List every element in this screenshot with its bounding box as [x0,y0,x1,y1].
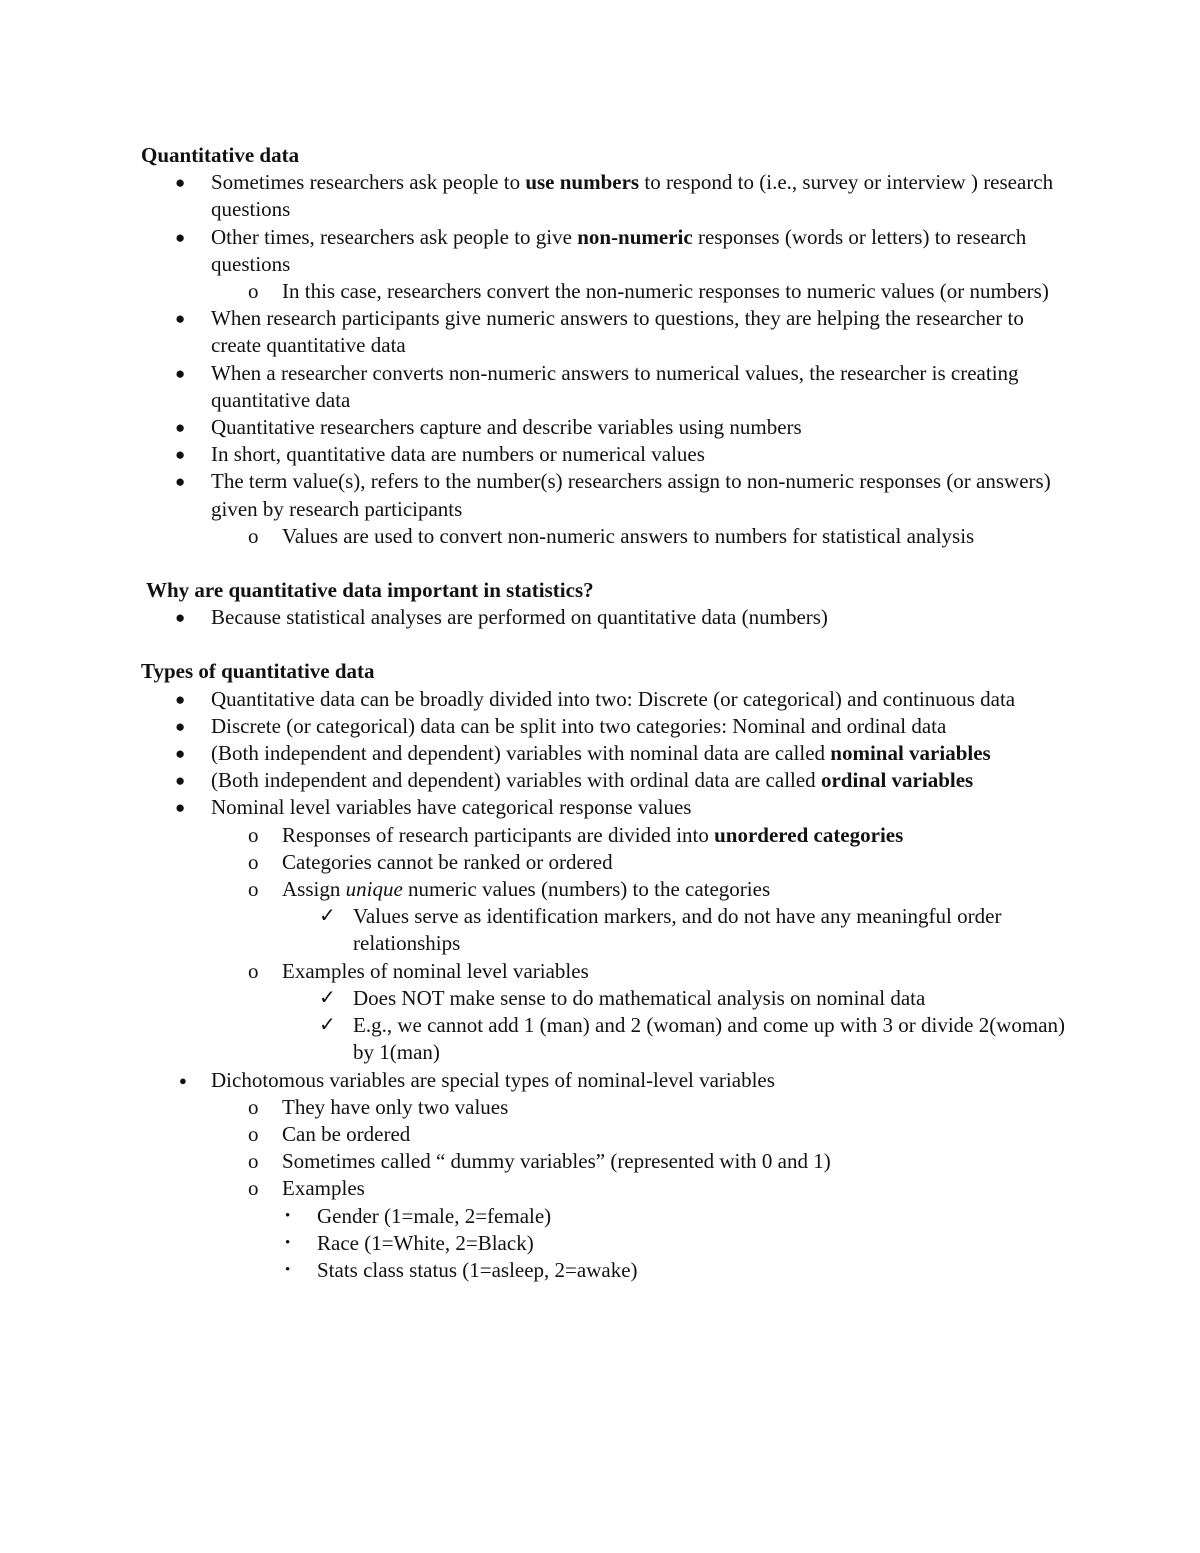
bold-text: unordered categories [714,822,904,847]
bullet-icon: ● [175,173,186,193]
bold-text: ordinal variables [820,768,974,793]
list-item [141,1257,1071,1284]
text: When a researcher converts non-numeric answers to numerical values, the researcher is creating quantitative data [211,360,1019,412]
list-item [141,224,1071,278]
list-item [141,767,1071,794]
text: numeric values (numbers) to the categories [402,877,771,902]
bullet-icon: ● [175,771,186,791]
list-item [141,169,1071,223]
bullet-icon: ● [175,744,186,764]
list-item [141,713,1071,740]
document-page [141,142,1071,1284]
list-item [141,604,1071,631]
text: In short, quantitative data are numbers or numerical values [211,442,705,467]
list-item [141,794,1071,821]
circle-bullet-icon: o [248,1094,259,1119]
text: They have only two values [282,1094,509,1119]
list-item [141,441,1071,468]
text: Nominal level variables have categorical response values [211,795,692,820]
checkmark-icon: ✓ [319,1014,336,1037]
bullet-icon: ● [175,716,186,736]
circle-bullet-icon: o [248,877,259,902]
circle-bullet-icon: o [248,279,259,304]
circle-bullet-icon: o [248,1149,259,1174]
bullet-icon: ● [175,798,186,818]
bold-text: nominal variables [830,741,991,766]
bold-text: non-numeric [577,224,693,249]
list-item [141,822,1071,849]
text: Sometimes called “ dummy variables” (represented with 0 and 1) [282,1149,831,1174]
list-item [141,1094,1071,1121]
text: Values are used to convert non-numeric answers to numbers for statistical analysis [282,523,975,548]
list-item [141,849,1071,876]
section-1-list [141,169,1071,550]
small-bullet-icon: • [285,1261,291,1278]
section-2-list [141,604,1071,631]
circle-bullet-icon: o [248,1176,259,1201]
italic-text: unique [345,877,403,902]
list-item [141,414,1071,441]
list-item [141,360,1071,414]
list-item [141,1012,1071,1066]
text: The term value(s), refers to the number(s) researchers assign to non-numeric responses (or answers) given by research participants [211,469,1051,521]
text: (Both independent and dependent) variables with ordinal data are called [211,768,821,793]
text: Examples [282,1176,365,1201]
small-bullet-icon: • [285,1207,291,1224]
circle-bullet-icon: o [248,523,259,548]
text: Other times, researchers ask people to give [211,224,578,249]
text: responses (words or letters) to research questions [211,224,1027,276]
text: When research participants give numeric answers to questions, they are helping the researcher to create quantitative data [211,306,1024,358]
text: In this case, researchers convert the non-numeric responses to numeric values (or numbers) [282,279,1049,304]
bold-text: use numbers [525,170,640,195]
bullet-icon: ● [175,689,186,709]
text: Can be ordered [282,1121,411,1146]
circle-bullet-icon: o [248,822,259,847]
circle-bullet-icon: o [248,849,259,874]
text: to respond to (i.e., survey or interview ) research questions [211,170,1054,222]
text: Stats class status (1=asleep, 2=awake) [317,1257,638,1282]
text: Examples of nominal level variables [282,958,589,983]
list-item [141,985,1071,1012]
list-item [141,1121,1071,1148]
text: Race (1=White, 2=Black) [317,1230,534,1255]
list-item [141,958,1071,985]
small-bullet-icon: • [285,1234,291,1251]
text: Assign [282,877,346,902]
list-item [141,523,1071,550]
list-item [141,278,1071,305]
bullet-icon: ● [175,608,186,628]
text: Does NOT make sense to do mathematical analysis on nominal data [353,985,926,1010]
text: Discrete (or categorical) data can be split into two categories: Nominal and ordinal data [211,713,947,738]
bullet-icon: ● [179,1072,187,1088]
bullet-icon: ● [175,445,186,465]
text: Quantitative data can be broadly divided into two: Discrete (or categorical) and continuous data [211,686,1016,711]
text: Categories cannot be ranked or ordered [282,849,613,874]
bullet-icon: ● [175,227,186,247]
circle-bullet-icon: o [248,1121,259,1146]
text: Responses of research participants are divided into [282,822,715,847]
bullet-icon: ● [175,418,186,438]
circle-bullet-icon: o [248,958,259,983]
bullet-icon: ● [175,363,186,383]
list-item [141,903,1071,957]
list-item [141,740,1071,767]
text: Gender (1=male, 2=female) [317,1203,552,1228]
bullet-icon: ● [175,309,186,329]
checkmark-icon: ✓ [319,905,336,928]
list-item [141,1067,1071,1094]
text: Values serve as identification markers, and do not have any meaningful order relationships [353,904,1002,956]
section-3-list [141,686,1071,1284]
list-item [141,305,1071,359]
list-item [141,468,1071,522]
text: Quantitative researchers capture and describe variables using numbers [211,415,802,440]
list-item [141,686,1071,713]
bullet-icon: ● [175,472,186,492]
text: Sometimes researchers ask people to [211,170,526,195]
list-item [141,876,1071,903]
text: Dichotomous variables are special types of nominal-level variables [211,1067,775,1092]
section-heading-quantitative-data: Quantitative data [141,143,300,167]
list-item [141,1230,1071,1257]
checkmark-icon: ✓ [319,986,336,1009]
text: Because statistical analyses are performed on quantitative data (numbers) [211,605,828,630]
list-item [141,1148,1071,1175]
text: (Both independent and dependent) variables with nominal data are called [211,741,831,766]
list-item [141,1175,1071,1202]
section-heading-why-important: Why are quantitative data important in statistics? [146,578,594,603]
text: E.g., we cannot add 1 (man) and 2 (woman) and come up with 3 or divide 2(woman) by 1(man) [353,1013,1066,1065]
section-heading-types: Types of quantitative data [141,659,375,684]
list-item [141,1203,1071,1230]
